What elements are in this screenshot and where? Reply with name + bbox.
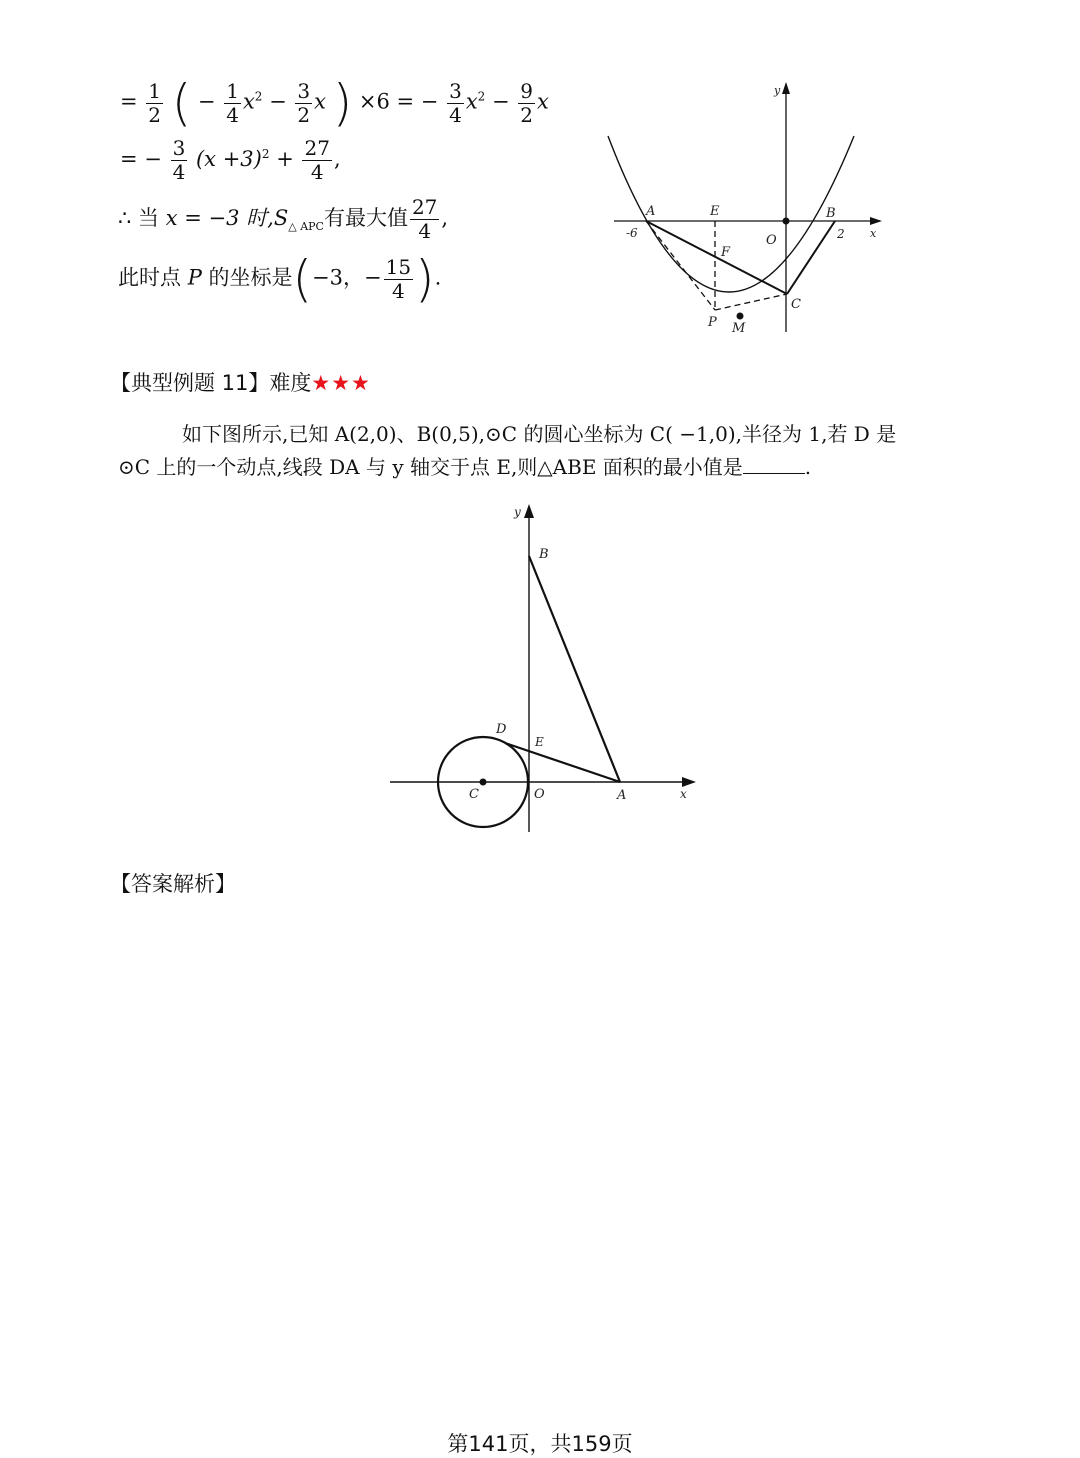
origin-dot	[783, 218, 790, 225]
label-x: x	[870, 227, 877, 240]
y-axis-arrow	[782, 82, 790, 94]
parabola-figure	[590, 78, 890, 340]
vertex-m-dot	[737, 313, 744, 320]
fraction: $\frac{1}{2}$	[148, 78, 162, 127]
area-symbol: S	[273, 206, 289, 230]
fraction: $\frac{3}{4}$	[449, 78, 462, 127]
variable-x: x	[314, 89, 326, 114]
problem-line-2	[118, 451, 998, 484]
exponent: 2	[477, 89, 486, 104]
problem-line-2-text: ⊙C 上的一个动点,线段 DA 与 y 轴交于点 E,则△ABE 面积的最小值是	[118, 455, 743, 479]
area-subscript: △ APC	[288, 220, 324, 234]
label-a: A	[646, 204, 656, 219]
y-axis-arrow	[524, 504, 534, 518]
center-c-dot	[480, 779, 487, 786]
left-paren: (	[171, 74, 192, 132]
example-heading	[110, 367, 371, 397]
label-e: E	[710, 204, 720, 219]
label-neg6: -6	[626, 226, 638, 240]
coordinate-text: 的坐标是	[208, 265, 293, 290]
point-text: 此时点	[118, 265, 181, 290]
x-axis-arrow	[682, 777, 696, 787]
x-axis-arrow	[870, 217, 882, 225]
segment-ap	[646, 221, 715, 310]
left-paren: (	[292, 250, 313, 308]
problem-line-1: 如下图所示,已知 A(2,0)、B(0,5),⊙C 的圆心坐标为 C( −1,0),半径为 1,若 D 是	[182, 422, 897, 446]
fraction: $\frac{27}{4}$	[304, 136, 330, 184]
label-c: C	[469, 787, 479, 802]
comma: ,	[441, 206, 449, 230]
problem-period: .	[804, 455, 812, 479]
fraction: $\frac{15}{4}$	[385, 254, 412, 303]
equals-sign: =	[120, 89, 138, 114]
segment-cb	[787, 221, 835, 294]
label-c: C	[791, 297, 801, 312]
segment-da	[505, 743, 620, 782]
fraction: $\frac{3}{4}$	[172, 136, 186, 184]
label-o: O	[534, 787, 545, 802]
expression: (x +3)	[195, 147, 262, 171]
minus-sign: −	[269, 89, 287, 114]
solution-line-1	[120, 74, 549, 132]
right-paren: )	[415, 250, 435, 308]
label-d: D	[496, 722, 507, 737]
comma: ,	[333, 147, 341, 171]
fraction: $\frac{1}{4}$	[226, 78, 239, 127]
exponent: 2	[254, 89, 263, 104]
condition-text: x = −3 时,	[165, 206, 274, 230]
label-m: M	[732, 321, 746, 336]
label-p: P	[708, 315, 717, 330]
minus-sign: −	[491, 89, 510, 114]
label-b: B	[539, 547, 549, 562]
circle-triangle-figure	[390, 500, 710, 840]
segment-ac	[646, 221, 787, 294]
solution-line-4	[118, 250, 442, 308]
label-a: A	[617, 788, 627, 803]
period: .	[434, 265, 442, 290]
variable-x: x	[537, 89, 549, 114]
exponent: 2	[261, 147, 270, 161]
equals-minus: = −	[120, 147, 162, 171]
label-o: O	[766, 233, 777, 248]
right-paren: )	[332, 74, 353, 132]
plus-sign: +	[276, 147, 294, 171]
variable-x: x	[242, 89, 255, 114]
segment-pc	[715, 294, 787, 310]
times-six: ×6 = −	[358, 89, 439, 114]
answer-heading: 【答案解析】	[110, 872, 236, 896]
example-title: 【典型例题 11】难度	[110, 371, 312, 395]
point-p: P	[187, 265, 202, 290]
therefore-text: ∴ 当	[118, 206, 160, 230]
coordinate-value: −3，−	[312, 265, 382, 290]
fraction: $\frac{9}{2}$	[520, 78, 534, 127]
answer-blank[interactable]	[743, 455, 805, 474]
label-x: x	[680, 787, 687, 801]
label-f: F	[721, 245, 731, 260]
fraction: $\frac{3}{2}$	[297, 78, 311, 127]
problem-text	[118, 418, 998, 484]
variable-x: x	[465, 89, 478, 114]
parabola-curve	[608, 136, 854, 292]
minus-sign: −	[197, 89, 216, 114]
difficulty-stars: ★★★	[311, 371, 371, 395]
label-y: y	[514, 505, 521, 519]
label-b: B	[826, 206, 836, 221]
page-footer: 第141页，共159页	[447, 1432, 633, 1456]
label-y: y	[774, 84, 781, 97]
label-2: 2	[837, 227, 845, 241]
solution-line-3	[118, 196, 448, 243]
label-e: E	[535, 735, 544, 749]
fraction: $\frac{27}{4}$	[411, 195, 438, 243]
solution-line-2	[120, 137, 341, 184]
max-value-text: 有最大值	[323, 206, 408, 230]
